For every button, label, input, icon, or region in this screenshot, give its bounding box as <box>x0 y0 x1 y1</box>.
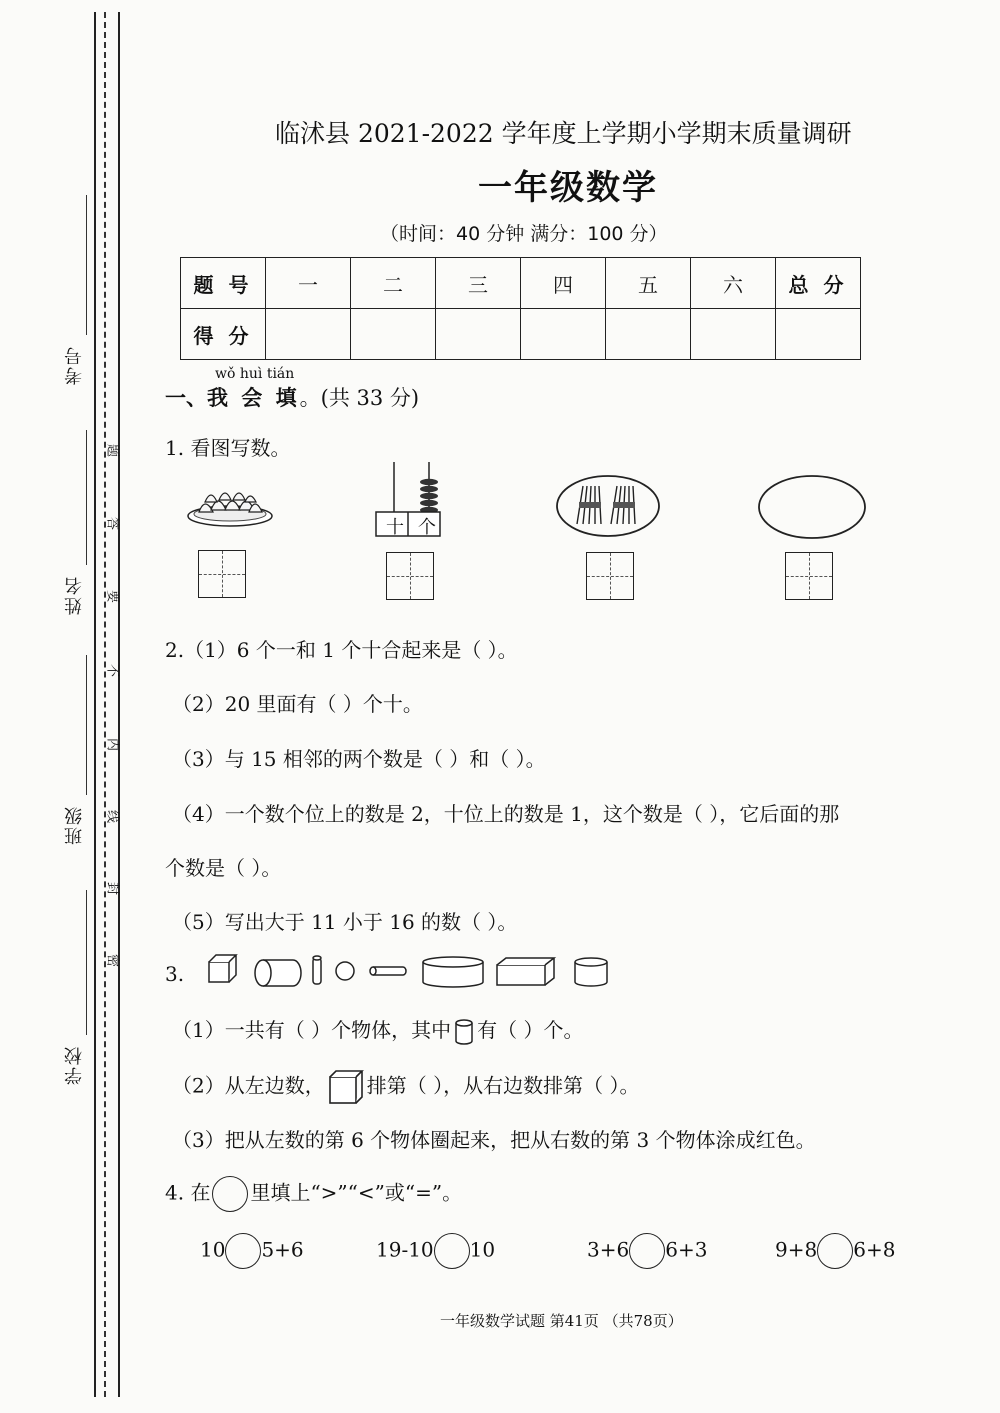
solid-shapes-row <box>205 950 615 990</box>
time-info: （时间：40 分钟 满分：100 分） <box>380 223 668 245</box>
compare-circle[interactable] <box>629 1233 665 1269</box>
score-col-label: 题 号 <box>181 258 266 309</box>
name-label: 姓名 <box>64 575 85 615</box>
score-col-total: 总 分 <box>776 258 861 309</box>
q1-text: 1. 看图写数。 <box>165 436 291 460</box>
compare-circle[interactable] <box>225 1233 261 1269</box>
abacus-ones-label: 个 <box>418 517 436 538</box>
score-cell[interactable] <box>266 309 351 360</box>
seal-char: 题 <box>107 441 120 456</box>
exam-number-blank[interactable] <box>86 195 87 335</box>
q3-part3: （3）把从左数的第 6 个物体圈起来，把从右数的第 3 个物体涂成红色。 <box>172 1128 816 1152</box>
compare-left: 19-10 <box>376 1237 434 1262</box>
name-blank[interactable] <box>86 430 87 565</box>
q3-part2 <box>172 1068 639 1106</box>
binding-line-right <box>118 12 120 1397</box>
seal-char: 答 <box>107 514 120 529</box>
answer-grid-box[interactable] <box>386 552 434 600</box>
section1-heading <box>165 382 419 412</box>
q2-part3: （3）与 15 相邻的两个数是（ ）和（ ）。 <box>172 747 546 771</box>
score-cell-total[interactable] <box>776 309 861 360</box>
blank-circle-icon <box>212 1176 248 1212</box>
q4-text-b: 里填上“>”“<”或“=”。 <box>250 1180 463 1205</box>
score-cell[interactable] <box>436 309 521 360</box>
empty-oval <box>757 474 867 540</box>
dumplings-plate-illustration <box>185 482 275 530</box>
compare-right: 6+3 <box>665 1237 708 1262</box>
exam-number-label: 考号 <box>64 345 85 385</box>
score-row-label: 得 分 <box>181 309 266 360</box>
cube-icon <box>327 1068 365 1106</box>
score-table-score-row <box>181 309 861 360</box>
sticks-bundle-illustration <box>555 474 661 538</box>
score-col-1: 一 <box>266 258 351 309</box>
binding-dash-line <box>104 12 106 1397</box>
section1-pinyin: wǒ huì tián <box>215 366 295 382</box>
q3-part1 <box>172 1014 583 1046</box>
q2-part4-line2: 个数是（ ）。 <box>165 856 282 880</box>
score-col-6: 六 <box>691 258 776 309</box>
exam-title: 临沭县 2021-2022 学年度上学期小学期末质量调研 <box>275 119 852 148</box>
section1-suffix: 。(共 33 分) <box>299 386 420 410</box>
score-col-2: 二 <box>351 258 436 309</box>
compare-left: 3+6 <box>587 1237 630 1262</box>
q2-part4-line1: （4）一个数个位上的数是 2，十位上的数是 1，这个数是（ ），它后面的那 <box>172 802 840 826</box>
q4-instruction <box>165 1176 462 1212</box>
q3-number: 3. <box>165 962 185 986</box>
q2-part1: 2.（1）6 个一和 1 个十合起来是（ ）。 <box>165 638 518 662</box>
compare-circle[interactable] <box>817 1233 853 1269</box>
score-cell[interactable] <box>521 309 606 360</box>
answer-grid-box[interactable] <box>586 552 634 600</box>
compare-item-4 <box>775 1233 895 1269</box>
score-col-5: 五 <box>606 258 691 309</box>
seal-char: 要 <box>107 587 120 602</box>
compare-left: 9+8 <box>775 1237 818 1262</box>
class-label: 班级 <box>64 805 85 845</box>
section1-chars: 我 会 填 <box>207 386 300 410</box>
q3-part2-b: 排第（ ），从右边数排第（ ）。 <box>366 1073 640 1098</box>
compare-item-1 <box>200 1233 304 1269</box>
school-blank[interactable] <box>86 890 87 1035</box>
cylinder-icon <box>453 1018 475 1046</box>
compare-right: 6+8 <box>853 1237 896 1262</box>
page-footer: 一年级数学试题 第41页 （共78页） <box>440 1312 683 1330</box>
q2-part5: （5）写出大于 11 小于 16 的数（ ）。 <box>172 910 518 934</box>
seal-char: 密 <box>107 951 120 966</box>
seal-char: 不 <box>107 661 120 676</box>
compare-right: 10 <box>469 1237 496 1262</box>
seal-char: 内 <box>107 735 120 750</box>
compare-circle[interactable] <box>434 1233 470 1269</box>
seal-char: 封 <box>107 879 120 894</box>
answer-grid-box[interactable] <box>198 550 246 598</box>
abacus-tens-label: 十 <box>386 517 404 538</box>
score-table <box>180 257 861 360</box>
score-cell[interactable] <box>351 309 436 360</box>
binding-line-left <box>94 12 96 1397</box>
class-blank[interactable] <box>86 655 87 795</box>
compare-item-2 <box>376 1233 495 1269</box>
q3-part2-a: （2）从左边数， <box>172 1073 325 1098</box>
score-col-4: 四 <box>521 258 606 309</box>
q3-part1-b: 有（ ）个。 <box>477 1018 584 1042</box>
school-label: 学校 <box>64 1045 85 1085</box>
exam-subtitle: 一年级数学 <box>478 168 658 208</box>
compare-item-3 <box>587 1233 707 1269</box>
compare-right: 5+6 <box>261 1237 304 1262</box>
compare-left: 10 <box>200 1237 226 1262</box>
answer-grid-box[interactable] <box>785 552 833 600</box>
q4-text-a: 4. 在 <box>165 1180 211 1205</box>
q3-part1-a: （1）一共有（ ）个物体，其中 <box>172 1018 452 1042</box>
score-cell[interactable] <box>691 309 776 360</box>
score-cell[interactable] <box>606 309 691 360</box>
section1-prefix: 一、 <box>165 386 207 410</box>
score-col-3: 三 <box>436 258 521 309</box>
score-table-header-row <box>181 258 861 309</box>
seal-char: 线 <box>107 807 120 822</box>
q2-part2: （2）20 里面有（ ）个十。 <box>172 692 423 716</box>
